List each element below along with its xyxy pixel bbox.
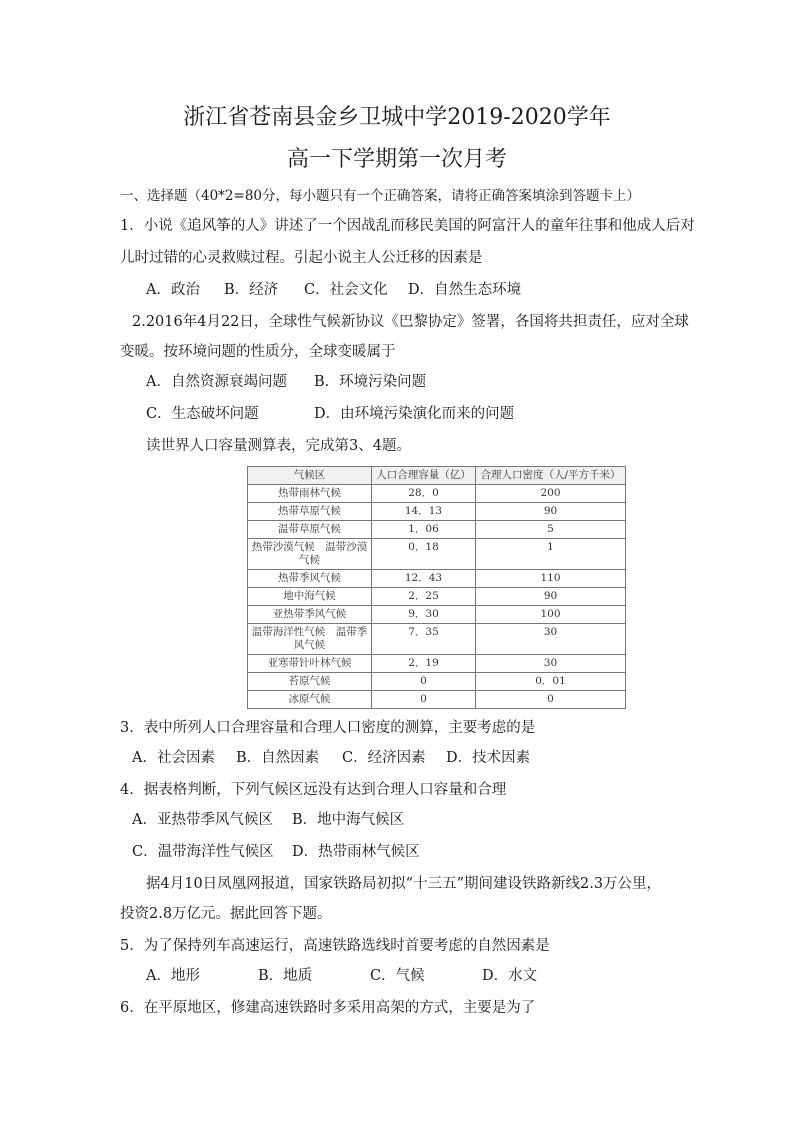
q1-option-d: D．自然生态环境: [408, 282, 522, 298]
table-row: [248, 691, 626, 709]
table-row: [248, 588, 626, 606]
q2-stem-line1: 2.2016年4月22日，全球性气候新协议《巴黎协定》签署，各国将共担责任，应对全球: [132, 314, 689, 330]
q2-options-row2: [146, 404, 514, 424]
table-cell: 14．13: [372, 503, 476, 521]
table-cell: 温带草原气候: [248, 521, 372, 539]
table-row: [248, 503, 626, 521]
q5-option-b: B．地质: [258, 968, 313, 984]
q4-option-b: B．地中海气候区: [292, 812, 405, 828]
table-cell: 冰原气候: [248, 691, 372, 709]
table-row: [248, 539, 626, 570]
population-capacity-table: [247, 466, 626, 709]
q4-stem: 4．据表格判断，下列气候区远没有达到合理人口容量和合理: [120, 782, 507, 798]
q1-stem-line1: 1．小说《追风筝的人》讲述了一个因战乱而移民美国的阿富汗人的童年往事和他成人后对: [120, 218, 695, 234]
q5-option-c: C．气候: [370, 968, 425, 984]
passage-line1: 据4月10日凤凰网报道，国家铁路局初拟“十三五”期间建设铁路新线2.3万公里，: [146, 876, 662, 892]
q3-options: [132, 748, 530, 768]
q4-options-row1: [132, 810, 404, 830]
table-cell: 1．06: [372, 521, 476, 539]
passage-line2: 投资2.8万亿元。据此回答下题。: [120, 906, 332, 922]
doc-title-line2: 高一下学期第一次月考: [286, 147, 507, 172]
q5-option-d: D．水文: [482, 968, 538, 984]
table-cell: 28．0: [372, 485, 476, 503]
table-header-capacity: 人口合理容量（亿）: [372, 467, 476, 485]
doc-title-line1: 浙江省苍南县金乡卫城中学2019-2020学年: [183, 105, 611, 130]
q2-option-d: D．由环境污染演化而来的问题: [314, 406, 515, 422]
q1-stem-line2: 儿时过错的心灵救赎过程。引起小说主人公迁移的因素是: [120, 250, 483, 266]
table-header-row: [248, 467, 626, 485]
table-cell: 苔原气候: [248, 673, 372, 691]
q4-option-d: D．热带雨林气候区: [292, 844, 420, 860]
table-cell: 100: [476, 606, 626, 624]
table-cell: 7．35: [372, 624, 476, 655]
table-cell: 12．43: [372, 570, 476, 588]
table-cell: 5: [476, 521, 626, 539]
table-cell: 地中海气候: [248, 588, 372, 606]
q5-option-a: A．地形: [146, 968, 200, 984]
table-cell: 0: [476, 691, 626, 709]
table-row: [248, 606, 626, 624]
q1-option-a: A．政治: [146, 282, 200, 298]
table-header-climate: 气候区: [248, 467, 372, 485]
table-cell: 2．19: [372, 655, 476, 673]
table-cell: 200: [476, 485, 626, 503]
q2-options-row1: [146, 372, 426, 392]
table-cell: 热带雨林气候: [248, 485, 372, 503]
q2-option-c: C．生态破坏问题: [146, 406, 259, 422]
section-heading: 一、选择题（40*2=80分，每小题只有一个正确答案，请将正确答案填涂到答题卡上）: [120, 188, 641, 204]
table-cell: 温带海洋性气候 温带季风气候: [248, 624, 372, 655]
q6-stem: 6．在平原地区，修建高速铁路时多采用高架的方式，主要是为了: [120, 1000, 536, 1016]
table-cell: 30: [476, 655, 626, 673]
table-row: [248, 521, 626, 539]
table-row: [248, 655, 626, 673]
table-cell: 90: [476, 503, 626, 521]
table-cell: 亚热带季风气候: [248, 606, 372, 624]
table-cell: 110: [476, 570, 626, 588]
table-cell: 0．18: [372, 539, 476, 570]
q5-options: [146, 966, 537, 986]
table-cell: 90: [476, 588, 626, 606]
q2-stem-line2: 变暖。按环境问题的性质分，全球变暖属于: [120, 344, 396, 360]
table-row: [248, 570, 626, 588]
q1-option-c: C．社会文化: [304, 282, 388, 298]
table-cell: 30: [476, 624, 626, 655]
table-cell: 0: [372, 691, 476, 709]
table-row: [248, 673, 626, 691]
table-row: [248, 485, 626, 503]
q2-option-b: B．环境污染问题: [314, 374, 427, 390]
table-intro: 读世界人口容量测算表，完成第3、4题。: [146, 438, 411, 454]
q4-options-row2: [132, 842, 420, 862]
q3-option-a: A．社会因素: [132, 750, 215, 766]
table-row: [248, 624, 626, 655]
table-cell: 0: [372, 673, 476, 691]
table-cell: 2．25: [372, 588, 476, 606]
q2-option-a: A．自然资源衰竭问题: [146, 374, 287, 390]
q4-option-c: C．温带海洋性气候区: [132, 844, 274, 860]
table-cell: 1: [476, 539, 626, 570]
table-cell: 热带草原气候: [248, 503, 372, 521]
q4-option-a: A．亚热带季风气候区: [132, 812, 273, 828]
table-cell: 热带季风气候: [248, 570, 372, 588]
table-cell: 亚寒带针叶林气候: [248, 655, 372, 673]
q1-options: [146, 280, 521, 300]
q3-stem: 3．表中所列人口合理容量和合理人口密度的测算，主要考虑的是: [120, 720, 536, 736]
table-cell: 9．30: [372, 606, 476, 624]
q3-option-c: C．经济因素: [342, 750, 426, 766]
table-cell: 0．01: [476, 673, 626, 691]
table-cell: 热带沙漠气候 温带沙漠气候: [248, 539, 372, 570]
q1-option-b: B．经济: [224, 282, 279, 298]
q3-option-d: D．技术因素: [446, 750, 531, 766]
q3-option-b: B．自然因素: [236, 750, 320, 766]
q5-stem: 5．为了保持列车高速运行，高速铁路选线时首要考虑的自然因素是: [120, 938, 550, 954]
table-header-density: 合理人口密度（人/平方千米）: [476, 467, 626, 485]
